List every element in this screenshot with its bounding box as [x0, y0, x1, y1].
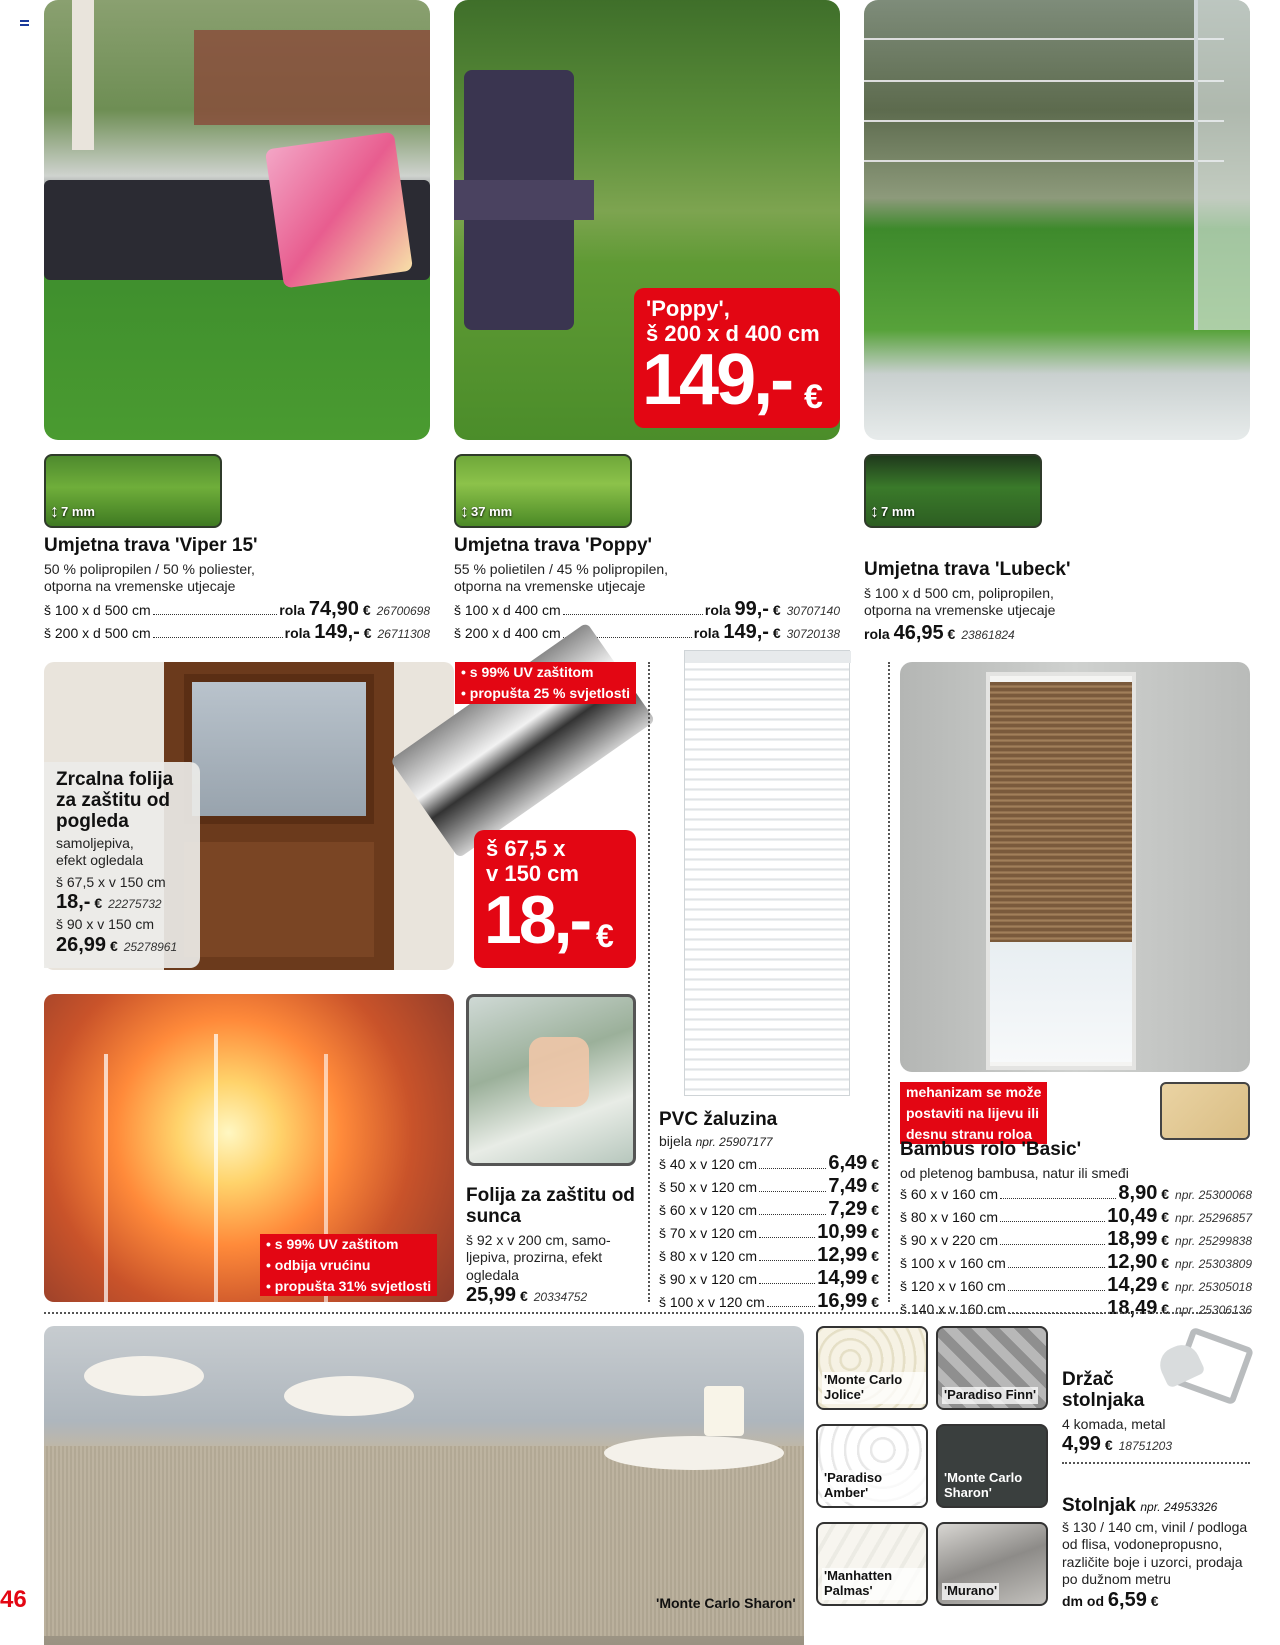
mirror-film-price-2: 26,99 [56, 933, 107, 956]
height-arrow-icon: ↕ [460, 501, 469, 521]
price-row: š 80 x v 160 cm 10,49 € npr. 25296857 [900, 1205, 1252, 1228]
fabric-swatch-paradiso-amber: 'Paradiso Amber' [816, 1424, 928, 1508]
fabric-swatch-monte-carlo-sharon: 'Monte Carlo Sharon' [936, 1424, 1048, 1508]
pvc-blind-title: PVC žaluzina [659, 1109, 778, 1130]
fabric-swatch-paradiso-finn: 'Paradiso Finn' [936, 1326, 1048, 1410]
price-row: š 40 x v 120 cm 6,49 € [659, 1152, 879, 1175]
bamboo-blind-photo [900, 662, 1250, 1072]
bamboo-tag-3: desnu stranu roloa [900, 1124, 1047, 1145]
mirror-film-size-2: š 90 x v 150 cm [56, 916, 155, 933]
mirror-promo-line1: š 67,5 x [486, 836, 566, 861]
sun-film-tags [260, 1234, 437, 1296]
poppy-price-row: š 100 x d 400 cm rola 99,- € 30707140 [454, 597, 840, 620]
sun-film-tag-2: • odbija vrućinu [260, 1255, 437, 1276]
sun-film-title-1: Folija za zaštitu od [466, 1185, 635, 1206]
applying-film-photo [466, 994, 636, 1166]
price-row: š 90 x v 220 cm 18,99 € npr. 25299838 [900, 1228, 1252, 1251]
mirror-film-tags [455, 662, 636, 704]
sun-film-desc-2: ljepiva, prozirna, efekt [466, 1249, 603, 1266]
bamboo-title: Bambus rolo 'Basic' [900, 1139, 1082, 1160]
price-row: š 100 x v 160 cm 12,90 € npr. 25303809 [900, 1251, 1252, 1274]
sun-film-desc-1: š 92 x v 200 cm, samo- [466, 1231, 611, 1248]
bamboo-tag-1: mehanizam se može [900, 1082, 1047, 1103]
poppy-desc-1: 55 % polietilen / 45 % polipropilen, [454, 560, 669, 577]
price-row: š 50 x v 120 cm 7,49 € [659, 1175, 879, 1198]
sun-film-price: 25,99 [466, 1284, 517, 1307]
mirror-film-title-1: Zrcalna folija [56, 769, 174, 790]
sun-film-title-2: sunca [466, 1205, 521, 1227]
bamboo-tag-2: postaviti na lijevu ili [900, 1103, 1047, 1124]
mirror-film-tag-1: • s 99% UV zaštitom [455, 662, 636, 683]
price-row: š 60 x v 120 cm 7,29 € [659, 1198, 879, 1221]
pvc-blind-color: bijela [659, 1132, 692, 1149]
lubeck-desc-2: otporna na vremenske utjecaje [864, 602, 1056, 619]
bamboo-color-swatch [1160, 1082, 1250, 1140]
cloth-desc-3: različite boje i uzorci, prodaja [1062, 1553, 1243, 1570]
mirror-film-desc-2: efekt ogledala [56, 852, 144, 869]
cloth-info: Stolnjak npr. 24953326 š 130 / 140 cm, vinil / podloga od flisa, vodonepropusno, različite boje i uzorci, prodaja po dužnom metru dm od 6,59 € [1062, 1496, 1252, 1612]
lubeck-height: 7 mm [881, 504, 915, 519]
flag-icon [20, 20, 29, 26]
bamboo-tag [900, 1082, 1047, 1144]
poppy-desc-2: otporna na vremenske utjecaje [454, 578, 646, 595]
price-row: š 70 x v 120 cm 10,99 € [659, 1221, 879, 1244]
viper-title: Umjetna trava 'Viper 15' [44, 535, 258, 556]
pvc-blind-price-list [659, 1152, 879, 1313]
sun-film-tag-3: • propušta 31% svjetlosti [260, 1276, 437, 1297]
mirror-film-desc-1: samoljepiva, [56, 834, 134, 851]
fabric-swatch-manhatten-palmas: 'Manhatten Palmas' [816, 1522, 928, 1606]
holder-title-2: stolnjaka [1062, 1389, 1145, 1411]
lubeck-info [864, 560, 1250, 645]
mirror-film-price-1: 18,- [56, 891, 91, 914]
price-row: š 90 x v 120 cm 14,99 € [659, 1267, 879, 1290]
holder-price: 4,99 [1062, 1433, 1101, 1456]
mirror-film-promo-box [474, 830, 636, 968]
poppy-promo-line1: 'Poppy', [646, 296, 730, 321]
cloth-price: 6,59 [1107, 1588, 1147, 1611]
lubeck-grass-photo [864, 0, 1250, 440]
mirror-promo-currency: € [596, 918, 614, 954]
mirror-film-title-3: pogleda [56, 810, 129, 832]
bamboo-desc: od pletenog bambusa, natur ili smeđi [900, 1164, 1129, 1181]
viper-grass-photo [44, 0, 430, 440]
height-arrow-icon: ↕ [870, 501, 879, 521]
viper-grass-swatch [44, 454, 222, 528]
cloth-title: Stolnjak [1062, 1495, 1136, 1516]
poppy-info [454, 536, 840, 644]
pvc-blind-info [659, 1110, 879, 1313]
mirror-film-size-1: š 67,5 x v 150 cm [56, 873, 166, 890]
separator-vertical [888, 662, 890, 1302]
holder-info: Držač stolnjaka 4 komada, metal 4,99 € 18751203 [1062, 1370, 1252, 1456]
price-row: š 80 x v 120 cm 12,99 € [659, 1244, 879, 1267]
mirror-film-tag-2: • propušta 25 % svjetlosti [455, 683, 636, 704]
viper-desc-2: otporna na vremenske utjecaje [44, 578, 236, 595]
lubeck-price-row: rola 46,95 € 23861824 [864, 621, 1015, 644]
sun-film-tag-1: • s 99% UV zaštitom [260, 1234, 437, 1255]
lubeck-grass-swatch [864, 454, 1042, 528]
cloth-desc-2: od flisa, vodonepropusno, [1062, 1536, 1223, 1553]
bamboo-info [900, 1140, 1252, 1320]
mirror-promo-line2: v 150 cm [486, 861, 579, 886]
poppy-promo-line2: š 200 x d 400 cm [646, 321, 820, 346]
page-number: 46 [0, 1586, 27, 1613]
poppy-grass-swatch [454, 454, 632, 528]
separator-horizontal [1062, 1462, 1250, 1464]
poppy-promo-currency: € [804, 378, 823, 416]
cloth-desc-4: po dužnom metru [1062, 1571, 1171, 1588]
price-row: š 120 x v 160 cm 14,29 € npr. 25305018 [900, 1274, 1252, 1297]
poppy-title: Umjetna trava 'Poppy' [454, 535, 653, 556]
lubeck-desc-1: š 100 x d 500 cm, polipropilen, [864, 584, 1054, 601]
sun-film-desc-3: ogledala [466, 1266, 519, 1283]
holder-desc: 4 komada, metal [1062, 1415, 1166, 1432]
bamboo-price-list [900, 1182, 1252, 1320]
separator-horizontal [44, 1312, 1250, 1314]
mirror-promo-price: 18,- [484, 882, 590, 958]
viper-height: 7 mm [61, 504, 95, 519]
viper-info [44, 536, 430, 644]
separator-vertical [648, 662, 650, 1302]
fabric-swatch-murano: 'Murano' [936, 1522, 1048, 1606]
viper-desc-1: 50 % polipropilen / 50 % poliester, [44, 560, 255, 577]
poppy-promo-price: 149,- [642, 340, 792, 420]
fabric-swatch-monte-carlo-jolice: 'Monte Carlo Jolice' [816, 1326, 928, 1410]
holder-title-1: Držač [1062, 1369, 1114, 1390]
cloth-code: npr. 24953326 [1140, 1500, 1218, 1514]
price-row: š 100 x v 120 cm 16,99 € [659, 1290, 879, 1313]
viper-price-row: š 200 x d 500 cm rola 149,- € 26711308 [44, 620, 430, 643]
sun-film-info: Folija za zaštitu od sunca š 92 x v 200 cm, samo- ljepiva, prozirna, efekt ogledala 25,99 € 20334752 [466, 1186, 646, 1307]
poppy-promo-box [634, 288, 840, 428]
height-arrow-icon: ↕ [50, 501, 59, 521]
mirror-film-info: Zrcalna folija za zaštitu od pogleda samoljepiva, efekt ogledala š 67,5 x v 150 cm 18,- € 22275732 š 90 x v 150 cm 26,99 € 25278961 [44, 762, 200, 968]
table-photo-caption: 'Monte Carlo Sharon' [656, 1595, 796, 1611]
pvc-blind-code: npr. 25907177 [695, 1134, 773, 1149]
price-row: š 140 x v 160 cm 18,49 € npr. 25306136 [900, 1297, 1252, 1320]
mirror-film-title-2: za zaštitu od [56, 789, 171, 811]
pvc-blind-image [684, 650, 850, 1096]
cloth-price-prefix: dm od [1062, 1592, 1104, 1609]
viper-price-row: š 100 x d 500 cm rola 74,90 € 26700698 [44, 597, 430, 620]
cloth-desc-1: š 130 / 140 cm, vinil / podloga [1062, 1518, 1248, 1535]
poppy-height: 37 mm [471, 504, 513, 519]
price-row: š 60 x v 160 cm 8,90 € npr. 25300068 [900, 1182, 1252, 1205]
poppy-price-row: š 200 x d 400 cm rola 149,- € 30720138 [454, 620, 840, 643]
lubeck-title: Umjetna trava 'Lubeck' [864, 559, 1071, 580]
